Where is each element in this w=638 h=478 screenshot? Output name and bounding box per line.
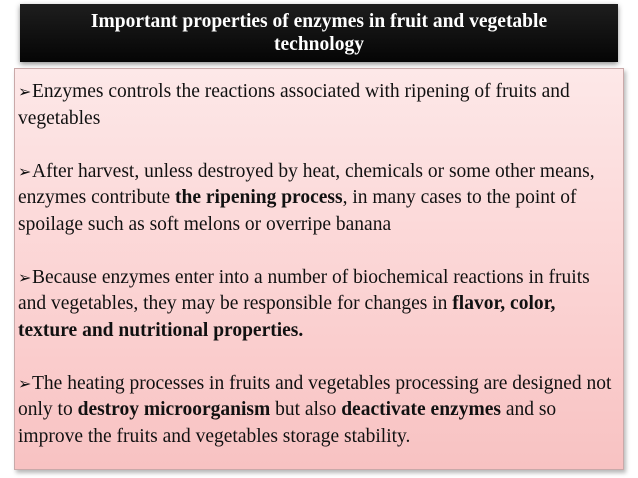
- emphasis-text: deactivate enzymes: [341, 399, 501, 420]
- arrow-bullet-icon: ➢: [18, 82, 32, 101]
- paragraph-text: After harvest, unless destroyed by heat, chemicals or some other means, enzymes contribute: [18, 160, 595, 208]
- paragraph-text: Because enzymes enter into a number of biochemical reactions in fruits and vegetables, they may be responsible for changes in: [18, 266, 590, 314]
- slide-title: Important properties of enzymes in fruit and vegetable technology: [90, 11, 548, 55]
- paragraph-text: but also: [270, 399, 342, 420]
- arrow-bullet-icon: ➢: [18, 373, 32, 393]
- bullet-paragraph-2: [18, 159, 613, 239]
- emphasis-text: flavor, color, texture and nutritional properties.: [18, 293, 556, 341]
- bullet-paragraph-3: [18, 265, 613, 345]
- paragraph-text: , in many cases to the point of spoilage such as soft melons or overripe banana: [18, 187, 577, 235]
- emphasis-text: destroy microorganism: [77, 399, 271, 420]
- title-bar: [20, 4, 618, 62]
- paragraph-text: The heating processes in fruits and vegetables processing are designed not only to: [18, 372, 612, 420]
- content-box: [14, 68, 624, 470]
- arrow-bullet-icon: ➢: [18, 161, 32, 181]
- bullet-paragraph-1: [18, 79, 613, 132]
- paragraph-text: and so improve the fruits and vegetables storage stability.: [18, 399, 557, 447]
- emphasis-text: the ripening process: [175, 187, 343, 208]
- bullet-paragraph-4: [18, 371, 613, 451]
- arrow-bullet-icon: ➢: [18, 267, 32, 287]
- paragraph-text: Enzymes controls the reactions associated with ripening of fruits and vegetables: [18, 81, 570, 129]
